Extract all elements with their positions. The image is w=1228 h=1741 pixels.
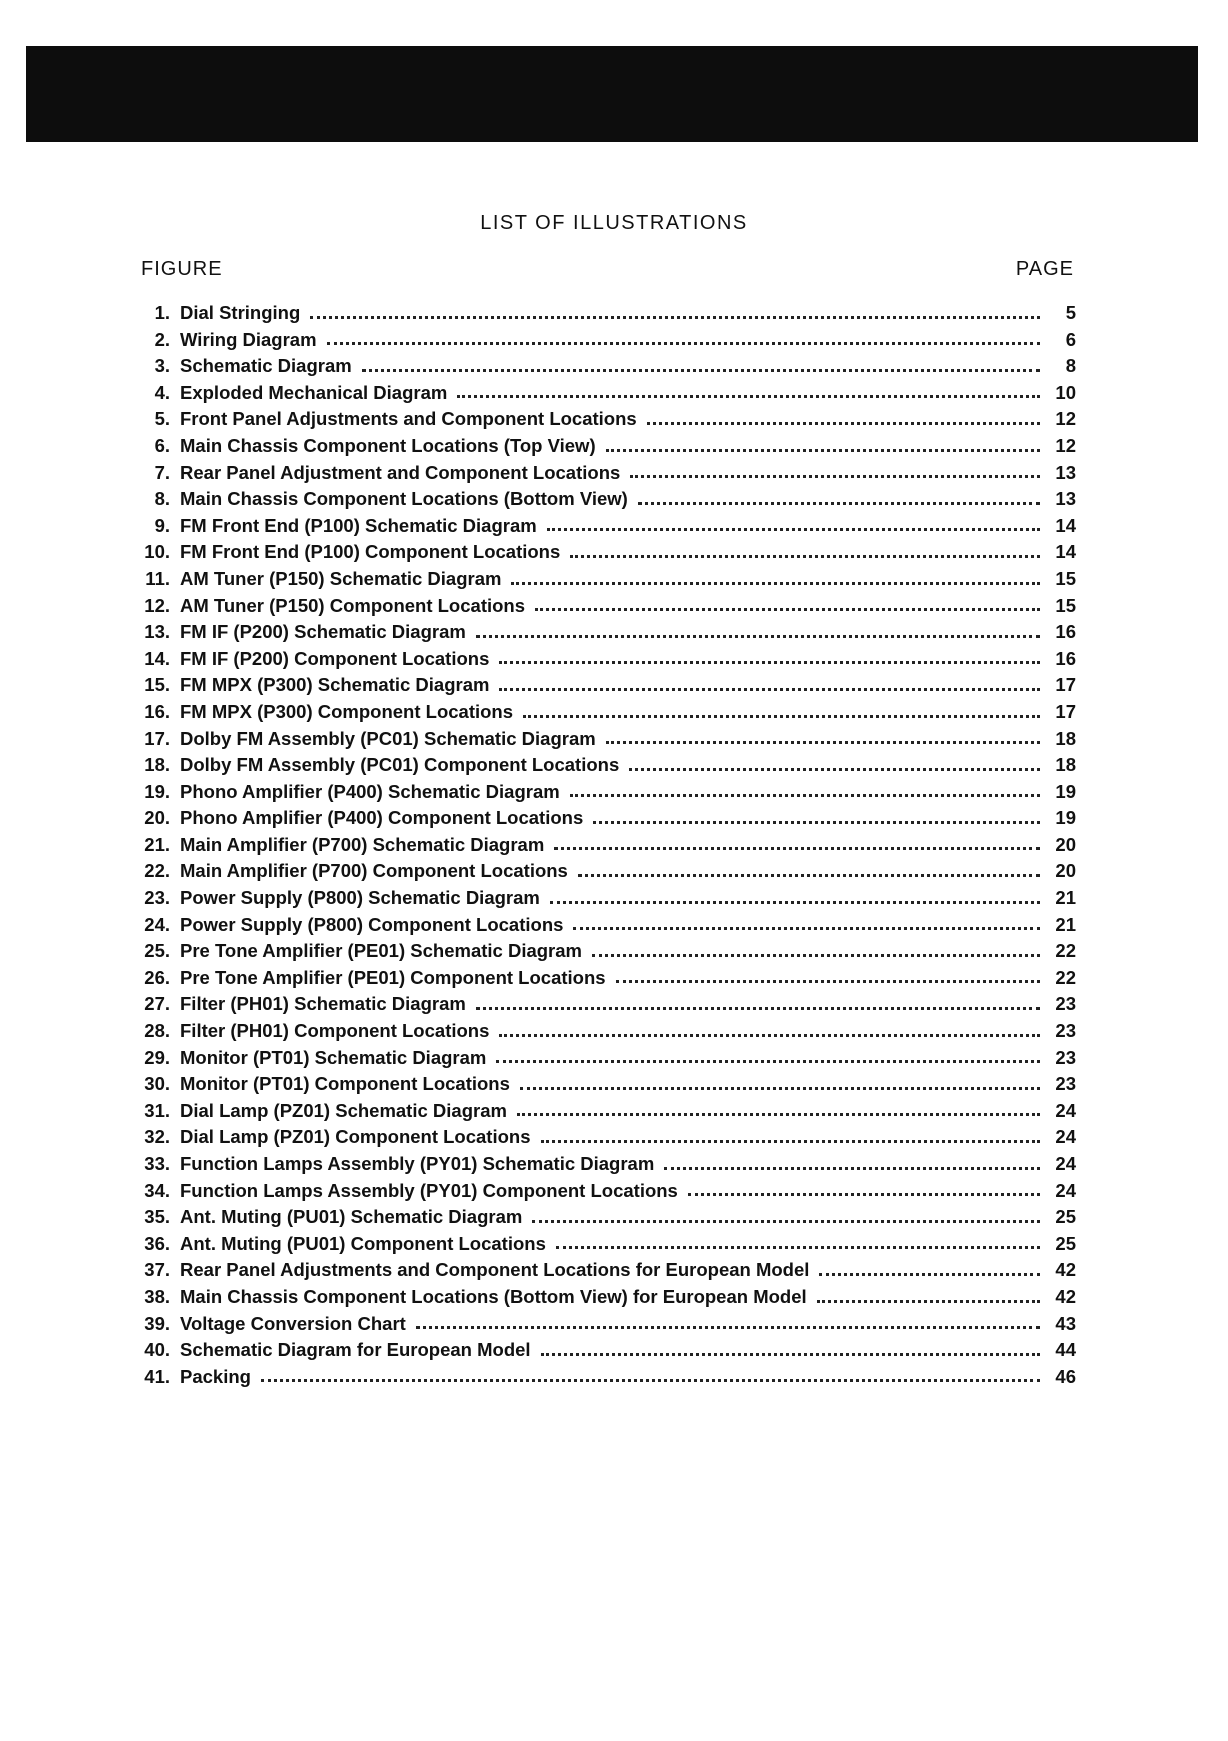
figure-title: Main Amplifier (P700) Schematic Diagram [180,833,545,855]
list-item [130,728,1076,755]
list-item [130,541,1076,568]
dot-leader [520,1086,1040,1090]
page-number: 24 [1055,1126,1076,1148]
figure-number: 19. [144,780,170,802]
dot-leader [511,581,1040,585]
dot-leader [499,687,1040,691]
figure-number: 28. [144,1020,170,1042]
figure-title: Main Chassis Component Locations (Bottom View) for European Model [180,1285,807,1307]
dot-leader [688,1192,1040,1196]
figure-title: FM Front End (P100) Component Locations [180,541,561,563]
page-number: 24 [1055,1099,1076,1121]
dot-leader [629,767,1040,771]
figure-number: 2. [154,328,170,350]
figure-number: 10. [144,541,170,563]
list-item [130,355,1076,382]
figure-title: Dolby FM Assembly (PC01) Component Locations [180,754,620,776]
figure-number: 22. [144,860,170,882]
page-number: 25 [1055,1232,1076,1254]
figure-number: 13. [144,621,170,643]
figure-number: 35. [144,1206,170,1228]
page-number: 15 [1055,594,1076,616]
page-number: 5 [1065,302,1076,323]
dot-leader [541,1352,1040,1356]
list-item [130,1233,1076,1260]
page-number: 23 [1055,1046,1076,1068]
list-item [130,1047,1076,1074]
figure-number: 26. [144,966,170,988]
page-number: 12 [1055,434,1076,456]
page-number: 24 [1055,1179,1076,1201]
page-number: 20 [1055,860,1076,882]
figure-title: Main Amplifier (P700) Component Locations [180,860,568,882]
page-column-header: PAGE [1015,258,1074,280]
page-number: 44 [1055,1339,1076,1361]
header-band [26,46,1198,142]
figure-number: 23. [144,887,170,909]
figure-title: Filter (PH01) Component Locations [180,1020,490,1042]
figure-number: 24. [144,913,170,935]
figure-title: Pre Tone Amplifier (PE01) Component Locations [180,966,606,988]
dot-leader [310,315,1040,319]
dot-leader [496,1059,1040,1063]
list-item [130,1126,1076,1153]
figure-title: Dial Lamp (PZ01) Schematic Diagram [180,1099,507,1121]
figure-number: 39. [144,1312,170,1334]
list-item [130,701,1076,728]
dot-leader [616,979,1040,983]
list-item [130,408,1076,435]
page-number: 13 [1055,488,1076,510]
figure-number: 41. [144,1365,170,1387]
figure-number: 5. [154,408,170,430]
page-number: 22 [1055,966,1076,988]
figure-title: Voltage Conversion Chart [180,1312,406,1334]
page-number: 16 [1055,621,1076,643]
figure-number: 29. [144,1046,170,1068]
figure-title: Monitor (PT01) Schematic Diagram [180,1046,487,1068]
page-number: 14 [1055,541,1076,563]
dot-leader [457,394,1040,398]
figure-number: 37. [144,1259,170,1281]
list-item [130,621,1076,648]
page-number: 17 [1055,674,1076,696]
figure-number: 8. [154,488,170,510]
figure-title: Function Lamps Assembly (PY01) Schematic Diagram [180,1153,655,1174]
list-item [130,435,1076,462]
figure-title: Ant. Muting (PU01) Schematic Diagram [180,1206,523,1228]
list-item [130,834,1076,861]
list-item [130,1180,1076,1207]
figure-number: 27. [144,993,170,1015]
figure-number: 31. [144,1099,170,1121]
figure-title: Dial Stringing [180,302,301,323]
figure-number: 14. [144,647,170,669]
list-item [130,1206,1076,1233]
dot-leader [476,634,1040,638]
figure-title: Power Supply (P800) Component Locations [180,913,564,935]
list-item [130,648,1076,675]
figure-title: FM Front End (P100) Schematic Diagram [180,514,537,536]
figure-title: FM IF (P200) Component Locations [180,647,490,669]
page-number: 43 [1055,1312,1076,1334]
dot-leader [541,1139,1041,1143]
list-item [130,993,1076,1020]
list-item [130,860,1076,887]
figure-title: Pre Tone Amplifier (PE01) Schematic Diagram [180,940,582,962]
page-number: 15 [1055,567,1076,589]
page-number: 23 [1055,1020,1076,1042]
figure-number: 4. [154,381,170,403]
list-item [130,1153,1076,1180]
dot-leader [578,873,1040,877]
figure-title: Wiring Diagram [180,328,317,350]
figure-number: 36. [144,1232,170,1254]
figure-number: 17. [144,727,170,749]
page-title: LIST OF ILLUSTRATIONS [480,212,748,234]
dot-leader [476,1006,1040,1010]
figure-number: 6. [154,434,170,456]
list-item [130,967,1076,994]
page-number: 17 [1055,700,1076,722]
figure-title: Phono Amplifier (P400) Component Locations [180,807,584,829]
list-item [130,887,1076,914]
list-item [130,1286,1076,1313]
figure-title: Rear Panel Adjustment and Component Locations [180,461,621,483]
page-number: 42 [1055,1259,1076,1281]
list-item [130,515,1076,542]
dot-leader [817,1299,1040,1303]
dot-leader [547,527,1040,531]
figure-title: Power Supply (P800) Schematic Diagram [180,887,540,909]
figure-title: Ant. Muting (PU01) Component Locations [180,1232,546,1254]
page-number: 19 [1055,807,1076,829]
figure-number: 3. [154,355,170,377]
page-number: 13 [1055,461,1076,483]
figure-title: Schematic Diagram for European Model [180,1339,531,1361]
figure-title: Function Lamps Assembly (PY01) Component Locations [180,1179,678,1201]
page-number: 10 [1055,381,1076,403]
dot-leader [535,607,1040,611]
list-item [130,488,1076,515]
figure-title: FM MPX (P300) Schematic Diagram [180,674,490,696]
figure-number: 25. [144,940,170,962]
dot-leader [664,1166,1040,1170]
dot-leader [416,1325,1040,1329]
dot-leader [593,820,1040,824]
figure-title: Rear Panel Adjustments and Component Locations for European Model [180,1259,810,1281]
figure-number: 7. [154,461,170,483]
dot-leader [592,953,1040,957]
page-number: 42 [1055,1285,1076,1307]
list-item [130,1073,1076,1100]
dot-leader [819,1272,1040,1276]
figure-title: Dial Lamp (PZ01) Component Locations [180,1126,531,1148]
list-item [130,382,1076,409]
figure-column-header: FIGURE [141,258,223,280]
list-item [130,940,1076,967]
page-number: 18 [1055,727,1076,749]
list-item [130,1339,1076,1366]
page-number: 19 [1055,780,1076,802]
page-number: 22 [1055,940,1076,962]
dot-leader [517,1112,1040,1116]
dot-leader [556,1245,1040,1249]
dot-leader [532,1219,1040,1223]
figure-title: Exploded Mechanical Diagram [180,381,448,403]
page-number: 18 [1055,754,1076,776]
figure-title: Filter (PH01) Schematic Diagram [180,993,466,1015]
dot-leader [499,660,1040,664]
page-number: 12 [1055,408,1076,430]
figure-number: 15. [144,674,170,696]
figure-number: 32. [144,1126,170,1148]
dot-leader [647,421,1040,425]
list-item [130,914,1076,941]
page-number: 23 [1055,993,1076,1015]
dot-leader [606,448,1040,452]
dot-leader [523,714,1040,718]
figure-title: Main Chassis Component Locations (Bottom View) [180,488,628,510]
page-number: 21 [1055,887,1076,909]
figure-title: Dolby FM Assembly (PC01) Schematic Diagram [180,727,596,749]
illustrations-list [130,302,1076,1392]
list-item [130,568,1076,595]
list-item [130,1366,1076,1393]
figure-number: 16. [144,700,170,722]
dot-leader [554,846,1040,850]
page-number: 8 [1065,355,1076,377]
figure-number: 18. [144,754,170,776]
list-item [130,781,1076,808]
list-item [130,302,1076,329]
page-number: 25 [1055,1206,1076,1228]
list-item [130,807,1076,834]
dot-leader [550,900,1040,904]
page-number: 16 [1055,647,1076,669]
list-item [130,595,1076,622]
dot-leader [573,926,1040,930]
list-item [130,462,1076,489]
page-number: 6 [1065,328,1076,350]
dot-leader [327,341,1040,345]
list-item [130,329,1076,356]
dot-leader [630,474,1040,478]
list-item [130,1020,1076,1047]
figure-title: AM Tuner (P150) Schematic Diagram [180,567,502,589]
list-item [130,1313,1076,1340]
figure-title: Front Panel Adjustments and Component Locations [180,408,637,430]
figure-number: 20. [144,807,170,829]
figure-number: 33. [144,1153,170,1174]
figure-number: 38. [144,1285,170,1307]
dot-leader [499,1033,1040,1037]
figure-title: AM Tuner (P150) Component Locations [180,594,526,616]
figure-title: Schematic Diagram [180,355,352,377]
page-number: 20 [1055,833,1076,855]
figure-title: Packing [180,1365,251,1387]
dot-leader [638,501,1040,505]
list-item [130,754,1076,781]
figure-number: 34. [144,1179,170,1201]
list-item [130,674,1076,701]
page-number: 14 [1055,514,1076,536]
figure-title: Main Chassis Component Locations (Top View) [180,434,596,456]
figure-number: 21. [144,833,170,855]
figure-number: 40. [144,1339,170,1361]
figure-title: Monitor (PT01) Component Locations [180,1073,510,1095]
page-number: 23 [1055,1073,1076,1095]
dot-leader [570,554,1040,558]
figure-title: Phono Amplifier (P400) Schematic Diagram [180,780,560,802]
figure-number: 12. [144,594,170,616]
dot-leader [261,1378,1040,1382]
figure-number: 11. [145,567,170,589]
page-number: 21 [1055,913,1076,935]
page-number: 46 [1055,1365,1076,1387]
dot-leader [362,368,1040,372]
figure-number: 1. [154,302,170,323]
list-item [130,1259,1076,1286]
figure-number: 30. [144,1073,170,1095]
figure-title: FM IF (P200) Schematic Diagram [180,621,466,643]
dot-leader [570,793,1040,797]
list-item [130,1100,1076,1127]
dot-leader [606,740,1040,744]
figure-number: 9. [154,514,170,536]
page-number: 24 [1055,1153,1076,1174]
figure-title: FM MPX (P300) Component Locations [180,700,514,722]
